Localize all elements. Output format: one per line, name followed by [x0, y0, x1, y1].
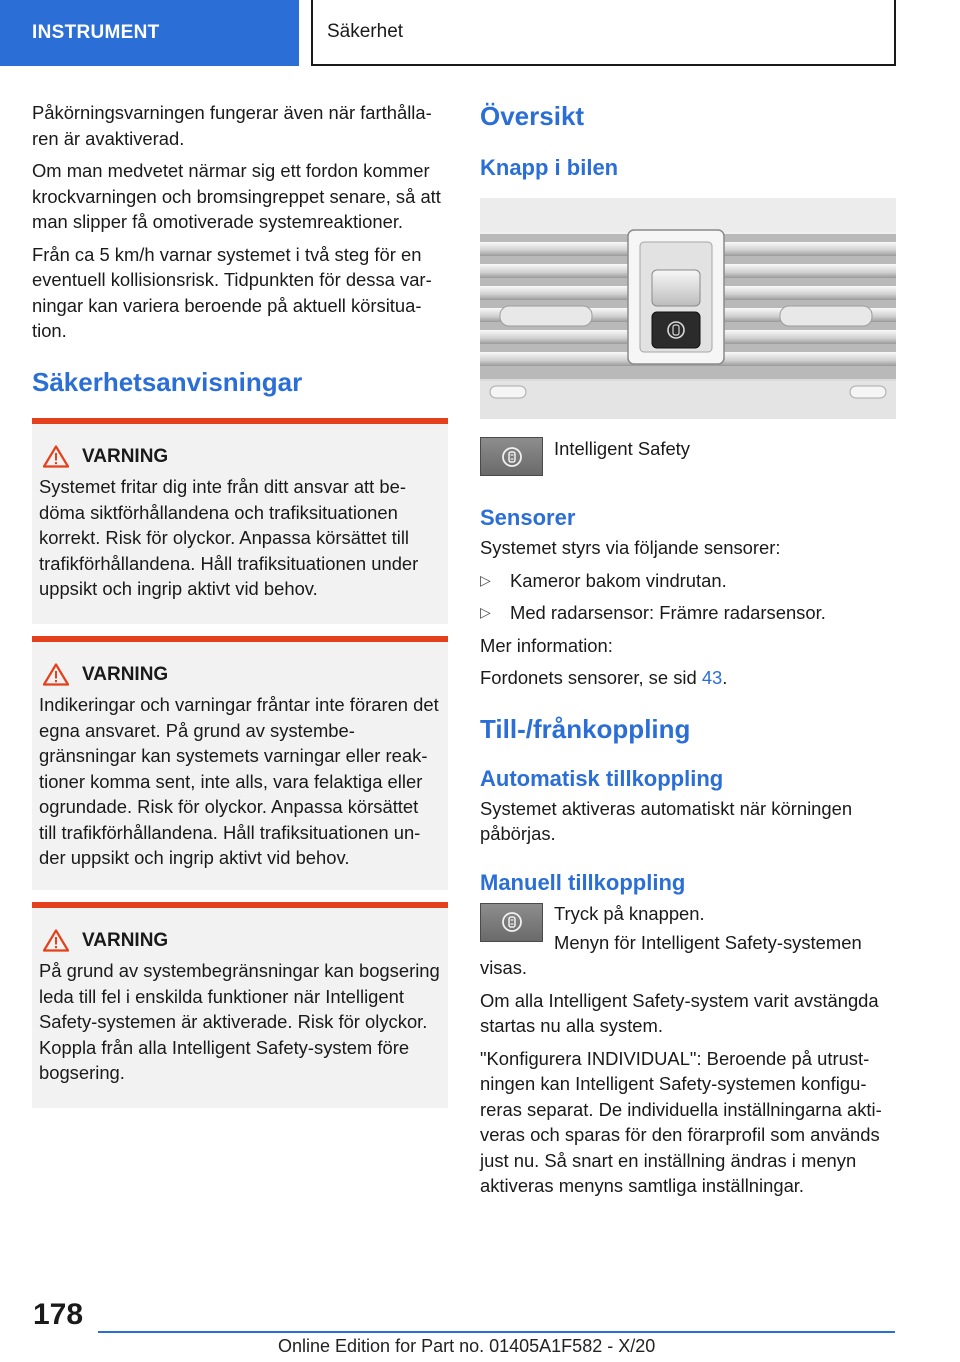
right-column	[480, 100, 896, 1206]
list-item	[480, 568, 896, 594]
warning-box	[32, 636, 448, 890]
intelligent-safety-button-icon	[480, 903, 543, 942]
overview-heading: Översikt	[480, 101, 585, 131]
subsection-heading: Knapp i bilen	[480, 155, 619, 180]
warning-header	[39, 444, 440, 470]
paragraph: "Konfigurera INDIVIDUAL": Beroende på utrustningen kan Intelligent Safety-systemen konfigureras separat. De individuella inställningarna aktiveras och sparas för den förarprofil som används just nu. Så snart en inställning ändras i menyn aktiveras menyns samtliga inställningar.	[480, 1047, 882, 1196]
reference-end: .	[722, 667, 728, 688]
icon-legend	[480, 437, 896, 476]
auto-heading: Automatisk tillkoppling	[480, 765, 724, 791]
page-link[interactable]: 43	[701, 667, 723, 688]
warning-header	[39, 662, 440, 688]
edition-note: Online Edition for Part no. 01405A1F582 - X/20	[278, 1336, 656, 1356]
chapter-label: Säkerhet	[327, 21, 404, 42]
intelligent-safety-button-icon	[480, 437, 543, 476]
warning-title: VARNING	[82, 663, 169, 685]
more-info: Mer information:	[480, 634, 613, 656]
paragraph: Påkörningsvarningen fungerar även när farthållaren är avaktiverad.	[32, 102, 432, 149]
warning-text: På grund av systembegränsningar kan bogsering leda till fel i enskilda funktioner när Intelligent Safety-systemen är aktiverade. Risk för olyckor. Koppla från alla Intelligent Safety-system före bogsering.	[39, 960, 440, 1083]
icon-label: Intelligent Safety	[554, 438, 690, 459]
section-label: INSTRUMENT	[32, 22, 160, 43]
paragraph: Systemet aktiveras automatiskt när körningen påbörjas.	[480, 797, 853, 844]
chapter-title	[311, 0, 896, 66]
paragraph: Från ca 5 km/h varnar systemet i två steg för en eventuell kollisionsrisk. Tidpunkten för dessa varningar kan variera beroende på aktuell körsituation.	[32, 243, 432, 341]
sensors-intro: Systemet styrs via följande sensorer:	[480, 537, 781, 558]
manual-heading: Manuell tillkoppling	[480, 869, 686, 895]
list-item-text: Med radarsensor: Främre radarsensor.	[510, 602, 826, 623]
sensor-reference	[480, 665, 896, 691]
warning-box	[32, 418, 448, 624]
list-item-text: Kameror bakom vindrutan.	[510, 569, 727, 591]
paragraph: Om alla Intelligent Safety-system varit avstängda startas nu alla system.	[480, 989, 879, 1036]
warning-header	[39, 928, 440, 954]
paragraph: Om man medvetet närmar sig ett fordon kommer krockvarningen och bromsingreppet senare, så att man slipper få omotiverade systemreaktioner.	[32, 160, 441, 232]
vent-button-illustration	[480, 198, 896, 419]
warning-triangle-icon	[43, 445, 69, 468]
bullet-triangle-icon: ▷	[480, 604, 491, 620]
warning-triangle-icon	[43, 929, 69, 952]
section-tab	[0, 0, 299, 66]
warning-box	[32, 902, 448, 1108]
warning-title: VARNING	[82, 445, 169, 467]
reference-text: Fordonets sensorer, se sid	[480, 667, 702, 688]
page-number: 178	[33, 1298, 84, 1331]
warning-text: Indikeringar och varningar fråntar inte föraren det egna ansvaret. På grund av systembegränsningar kan systemets varningar eller reaktioner komma sent, inte alls, vara felaktiga eller ogrundade. Risk för olyckor. Anpassa körsättet till trafikförhållandena. Håll trafiksituationen under uppsikt och ingrip aktivt vid behov.	[39, 694, 439, 868]
footer-rule	[98, 1331, 895, 1333]
warning-title: VARNING	[82, 929, 169, 951]
sensors-heading: Sensorer	[480, 505, 576, 530]
left-column	[32, 100, 448, 1108]
step-text: Tryck på knappen.	[554, 902, 705, 924]
list-item	[480, 600, 896, 626]
warning-triangle-icon	[43, 663, 69, 686]
bullet-triangle-icon: ▷	[480, 571, 491, 588]
onoff-heading: Till-/frånkoppling	[480, 713, 691, 744]
section-heading: Säkerhetsanvisningar	[32, 366, 303, 397]
warning-text: Systemet fritar dig inte från ditt ansvar att bedöma siktförhållandena och trafiksituationen korrekt. Risk för olyckor. Anpassa körsättet till trafikförhållandena. Håll trafiksituationen under uppsikt och ingrip aktivt vid behov.	[39, 476, 419, 599]
car-button-photo	[480, 198, 896, 419]
step-result-text: Menyn för Intelligent Safety-systemen visas.	[480, 931, 862, 978]
